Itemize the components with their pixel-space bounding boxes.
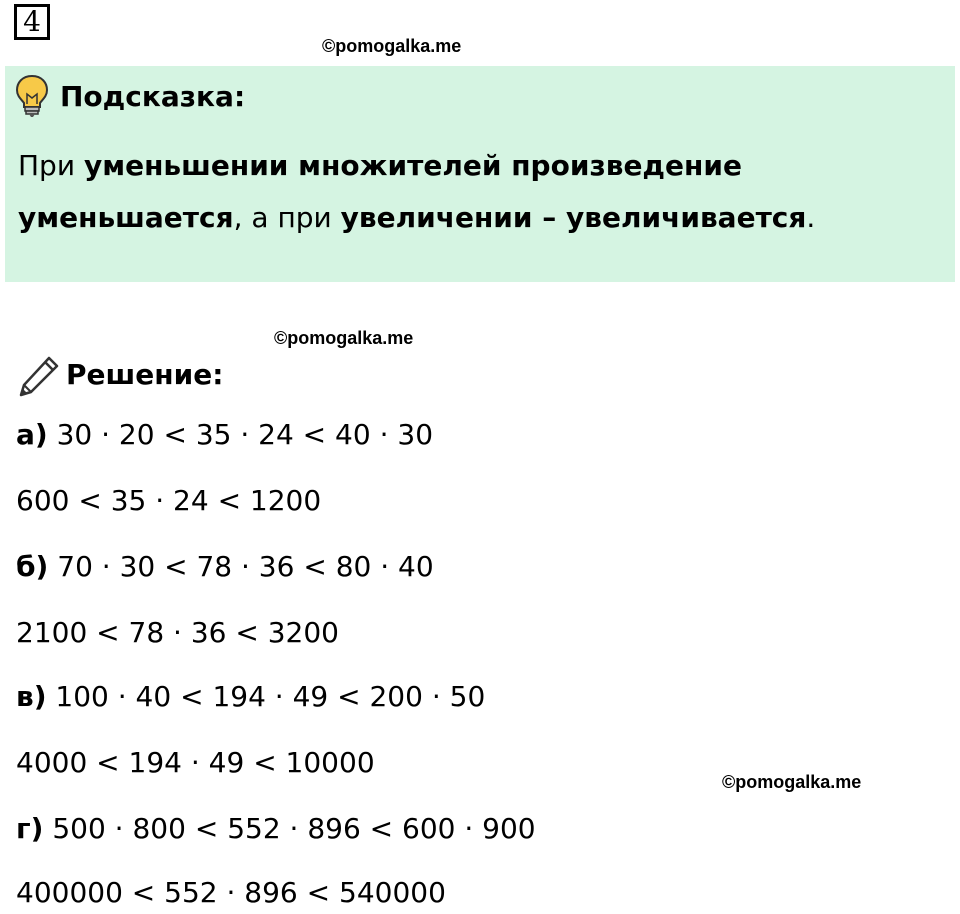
solution-line-text: 70 · 30 < 78 · 36 < 80 · 40 xyxy=(48,550,434,583)
hint-text-part: . xyxy=(806,201,816,234)
solution-title: Решение: xyxy=(66,358,224,391)
solution-line-label: г) xyxy=(16,812,44,845)
solution-line-text: 100 · 40 < 194 · 49 < 200 · 50 xyxy=(46,680,486,713)
solution-line-label: а) xyxy=(16,418,48,451)
hint-text-part: увеличении – увеличивается xyxy=(340,201,807,234)
solution-line-text: 600 < 35 · 24 < 1200 xyxy=(16,484,322,517)
solution-line-text: 2100 < 78 · 36 < 3200 xyxy=(16,616,339,649)
watermark: ©pomogalka.me xyxy=(722,772,862,792)
solution-line xyxy=(16,680,485,713)
hint-text-part: При xyxy=(18,149,84,182)
watermark: ©pomogalka.me xyxy=(322,36,462,56)
solution-line-text: 500 · 800 < 552 · 896 < 600 · 900 xyxy=(43,812,536,845)
hint-text-part: уменьшении множителей произведение xyxy=(83,149,742,182)
solution-line xyxy=(16,418,433,451)
solution-line-text: 400000 < 552 · 896 < 540000 xyxy=(16,876,446,909)
pencil-icon xyxy=(16,355,60,399)
solution-line xyxy=(16,812,536,845)
solution-line xyxy=(16,484,321,517)
hint-title: Подсказка: xyxy=(60,80,246,113)
solution-line xyxy=(16,550,434,583)
hint-text-part: уменьшается xyxy=(18,201,234,234)
solution-line-label: в) xyxy=(16,680,47,713)
solution-line xyxy=(16,746,375,779)
task-number: 4 xyxy=(14,4,50,40)
hint-text xyxy=(18,140,938,244)
watermark: ©pomogalka.me xyxy=(274,328,414,348)
solution-line xyxy=(16,876,446,909)
solution-line xyxy=(16,616,339,649)
solution-line-label: б) xyxy=(16,550,49,583)
solution-line-text: 30 · 20 < 35 · 24 < 40 · 30 xyxy=(47,418,434,451)
hint-text-part: , а при xyxy=(233,201,341,234)
solution-line-text: 4000 < 194 · 49 < 10000 xyxy=(16,746,375,779)
lightbulb-icon xyxy=(14,74,50,118)
